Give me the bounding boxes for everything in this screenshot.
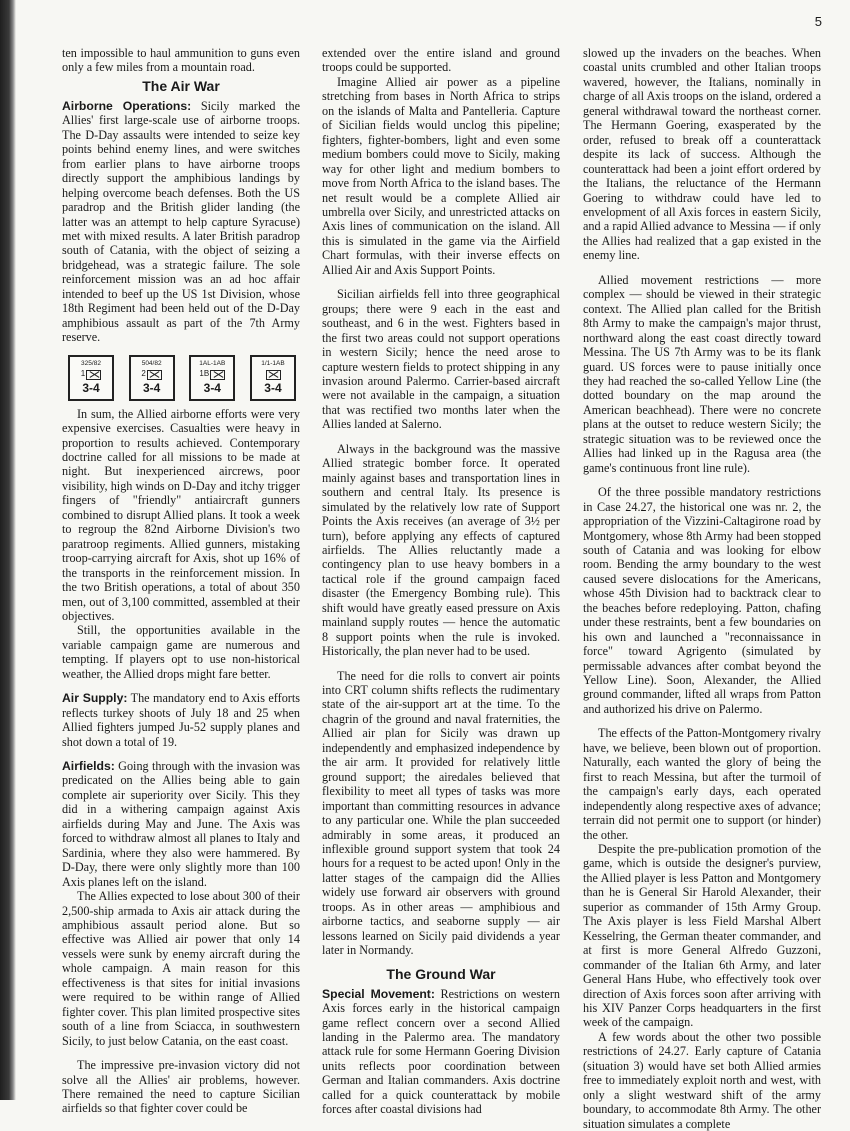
paragraph: The Allies expected to lose about 300 of their 2,500-ship armada to Axis air attack during the amphibious assault period alone. But so effective was Allied air power that only 14 vessels were sunk by enemy aircraft during the whole campaign. A main reason for this effectiveness is that sites for initial invasions were required to be within range of Allied fighter cover. This plan limited prospective sites south of a line from Sciacca, in southwestern Sicily, to just below Catania, on the east coast. xyxy=(62,889,300,1048)
infantry-symbol-icon xyxy=(266,370,281,380)
paragraph: Of the three possible mandatory restrictions in Case 24.27, the historical one was nr. 2, the appropriation of the Vizzini-Caltagirone road by Montgomery, whose 8th Army had been stopped south of Catania and was looking for elbow room. Bending the army boundary to the west caused severe dislocations for the Americans, whose 45th Division had to backtrack clear to the beaches before redeploying. Patton, chafing under these restraints, bent a few boundaries on his own and launched a "reconnaissance in force" toward Agrigento (simulated by permissable advances after combat beyond the Yellow Line). Soon, Alexander, the Allied ground commander, lifted all wraps from Patton and authorized his drive on Palermo. xyxy=(583,485,821,716)
infantry-symbol-icon xyxy=(210,370,225,380)
counter-value: 3-4 xyxy=(82,380,100,395)
paragraph-special-movement xyxy=(322,987,560,1117)
paragraph: In sum, the Allied airborne efforts were very expensive exercises. Casualties were heavy in proportion to results achieved. Contemporary doctrine called for all missions to be made at night. But inexperienced aircrews, poor visibility, high winds on D-Day and itchy trigger fingers of "friendly" antiaircraft gunners combined to disrupt Allied plans. It took a week to regroup the 82nd Airborne Division's two paratroop regiments. Allied gunners, mistaking troop-carrying aircraft for Axis, shot up 16% of the transports in the reinforcement mission. In the two British operations, a total of about 350 men, out of 3,100 committed, assembled at their objectives. xyxy=(62,406,300,623)
counter-id: 1 xyxy=(80,369,86,379)
counter-value: 3-4 xyxy=(203,380,221,395)
paragraph: Allied movement restrictions — more complex — should be viewed in their strategic context. The Allied plan called for the British 8th Army to make the campaign's major thrust, northward along the east coast directly toward Messina. The US 7th Army was to be its flank guard. US forces were to pause initially once they had reached the so-called Yellow Line (the dotted boundary on the map around the American beachhead). There were no concrete plans at the outset to reduce western Sicily; the strategic situation was to be reviewed once the Allies had linked up in the Ragusa area (the game's continuous front line rule). xyxy=(583,272,821,475)
paragraph-text: Restrictions on western Axis forces early in the historical campaign game reflect concern over a second Allied landing in the Palermo area. The mandatory attack rule for some Hermann Goering Division units reflects poor coordination between German and Italian commanders. Axis doctrine called for a quick counterattack by mobile forces after coastal divisions had xyxy=(322,986,560,1117)
section-heading-ground-war: The Ground War xyxy=(386,965,496,982)
section-heading-air-war: The Air War xyxy=(142,77,220,94)
paragraph: Always in the background was the massive Allied strategic bomber force. It operated mainly against bases and transportation lines in southern and central Italy. Its presence is simulated by the relatively low rate of Support Points the Axis receives (an average of 3½ per turn), before applying any effects of captured airfields. The Allies reluctantly made a contingency plan to use heavy bombers in a tactical role if the ground campaign faced disaster (the Emergency Bombing rule). This shift would have greatly eased pressure on Axis mainland supply routes — hence the automatic 8 support points when the rule is invoked. Historically, the plan never had to be used. xyxy=(322,441,560,659)
paragraph: Despite the pre-publication promotion of the game, which is outside the designer's purview, the Allied player is less Patton and Montgomery than he is General Sir Harold Alexander, their superior as commander of 15th Army Group. The Axis player is less Field Marshal Albert Kesselring, the German theater commander, and at first is more General Alfredo Guzzoni, commander of the Italian 6th Army, and later General Hans Hube, who effectively took over direction of Axis forces soon after arriving with his XIV Panzer Corps headquarters in the first week of the campaign. xyxy=(583,842,821,1030)
paragraph: slowed up the invaders on the beaches. When coastal units crumbled and other Italian troops wavered, however, the Italians, nominally in charge of all Axis troops on the island, ordered a general withdrawal toward the northeast corner. The Hermann Goering, exasperated by the order, refused to break off a counterattack despite its lack of success. Although the counterattack had been a joint effort ordered by the Italians, the reluctance of the Hermann Goering to withdraw could have led to envelopment of all Axis forces in eastern Sicily, and a rapid Allied advance to Messina — if only the Allies had realized that a gap existed in the enemy line. xyxy=(583,46,821,263)
paragraph: Still, the opportunities available in the variable campaign game are numerous and tempting. If players opt to use non-historical weather, the Allied drops might fare better. xyxy=(62,623,300,681)
paragraph: Sicilian airfields fell into three geographical groups; there were 9 each in the east and southeast, and 6 in the west. Fighters based in the first two areas could not support operations in western Sicily; hence the need arose to capture western fields to protect shipping in any invasion around Palermo. Carrier-based aircraft were not available in the campaign, a situation that was rectified two months later when the Allies landed at Salerno. xyxy=(322,287,560,432)
paragraph: A few words about the other two possible restrictions of 24.27. Early capture of Catania (situation 3) would have set both Allied armies free to immediately exploit north and west, with only a slight westward shift of the army boundary, to accommodate 8th Army. The other situation simulates a complete xyxy=(583,1029,821,1131)
unit-counter xyxy=(250,355,296,401)
subheading-special-movement: Special Movement: xyxy=(322,986,435,1001)
unit-counter xyxy=(68,355,114,401)
paragraph-text: The mandatory end to Axis efforts reflects turkey shoots of July 18 and 25 when Allied fighters jumped Ju-52 supply planes and shot down a total of 19. xyxy=(62,691,300,749)
subheading-air-supply: Air Supply: xyxy=(62,691,128,706)
paragraph: extended over the entire island and ground troops could be supported. xyxy=(322,46,560,75)
paragraph: The need for die rolls to convert air points into CRT column shifts reflects the rudimentary state of the air-support art at the time. To the chagrin of the ground and naval fraternities, the Allied air plan for Sicily was drawn up independently and emphasized independence by the air arm. It provided for relatively little ground support; the airedales believed that flexibility to meet all types of tasks was more important than committing resources in advance to any particular one. While the plan succeeded admirably in some areas, it produced an inflexible ground support system that took 24 hours for a request to be acted upon! Only in the latter stages of the campaign did the Allies widely use forward air observers with ground troops. As in other areas — amphibious and airborne tactics, and seaborne supply — air lessons learned on Sicily paid dividends a year later in Normandy. xyxy=(322,668,560,958)
counter-id: 1B xyxy=(199,369,210,379)
paragraph: Imagine Allied air power as a pipeline stretching from bases in North Africa to strips on the islands of Malta and Pantelleria. Capture of Sicilian fields would unclog this pipeline; fighters, fighter-bombers, light and even some medium bombers could move to Sicily, making way for other light and medium bombers to move from North Africa to the island bases. The net result would be a complete Allied air umbrella over Sicily, and unrestricted attacks on Axis lines of communication on the island. All this is simulated in the game via the Airfield Chart formulas, with their inverse effects on Allied Air and Axis Support Points. xyxy=(322,74,560,277)
paragraph-airborne xyxy=(62,99,300,345)
counter-value: 3-4 xyxy=(142,380,161,395)
page-binding-edge xyxy=(0,0,16,1100)
counter-code: 325/82 xyxy=(81,359,101,367)
paragraph: The impressive pre-invasion victory did not solve all the Allies' air problems, however. There remained the need to capture Sicilian airfields so that fighter cover could be xyxy=(62,1058,300,1116)
unit-counter xyxy=(189,355,235,401)
column-2 xyxy=(322,46,560,1117)
counter-id: 2 xyxy=(141,369,146,379)
paragraph-text: Sicily marked the Allies' first large-scale use of airborne troops. The D-Day assaults were intended to seize key points behind enemy lines, and were switches from earlier plans to have airborne troops directly support the amphibious landings by helping overcome beach defenses. Both the US paradrop and the British glider landing (the latter was an attempt to help capture Syracuse) met with mixed results. A later British paradrop south of Catania, with the object of seizing a bridgehead, was a strategic failure. The sole reinforcement mission was an ad hoc affair intended to beef up the US 1st Division, whose 18th Regiment had been held out of the D-Day amphibious assault as part of the 7th Army reserve. xyxy=(62,98,300,345)
paragraph: The effects of the Patton-Montgomery rivalry have, we believe, been blown out of proportion. Naturally, each wanted the glory of being the first to reach Messina, but after the turmoil of the campaign's early days, each operated independently along respective axes of advance; terrain did not permit one to support (or hinder) the other. xyxy=(583,726,821,842)
infantry-symbol-icon xyxy=(86,370,101,380)
column-1 xyxy=(62,46,300,1116)
paragraph-airfields xyxy=(62,759,300,889)
subheading-airfields: Airfields: xyxy=(62,759,115,774)
unit-counter xyxy=(129,355,175,401)
paragraph-text: Going through with the invasion was predicated on the Allies being able to gain complete air superiority over Sicily. This they did in a withering campaign against Axis airfields during May and June. The Axis was forced to withdraw almost all planes to Italy and Sardinia, where they also were hammered. By D-Day, there were only slightly more than 100 Axis planes left on the island. xyxy=(62,759,300,889)
subheading-airborne-operations: Airborne Operations: xyxy=(62,98,192,113)
counter-code: 1/1-1AB xyxy=(261,359,285,367)
paragraph: ten impossible to haul ammunition to guns even only a few miles from a mountain road. xyxy=(62,46,300,75)
counter-value: 3-4 xyxy=(264,380,282,395)
page-number: 5 xyxy=(814,14,822,29)
infantry-symbol-icon xyxy=(147,370,162,380)
column-3 xyxy=(583,46,821,1131)
unit-counters xyxy=(68,355,296,401)
paragraph-air-supply xyxy=(62,691,300,749)
counter-code: 1AL-1AB xyxy=(199,359,226,367)
counter-code: 504/82 xyxy=(141,359,162,367)
